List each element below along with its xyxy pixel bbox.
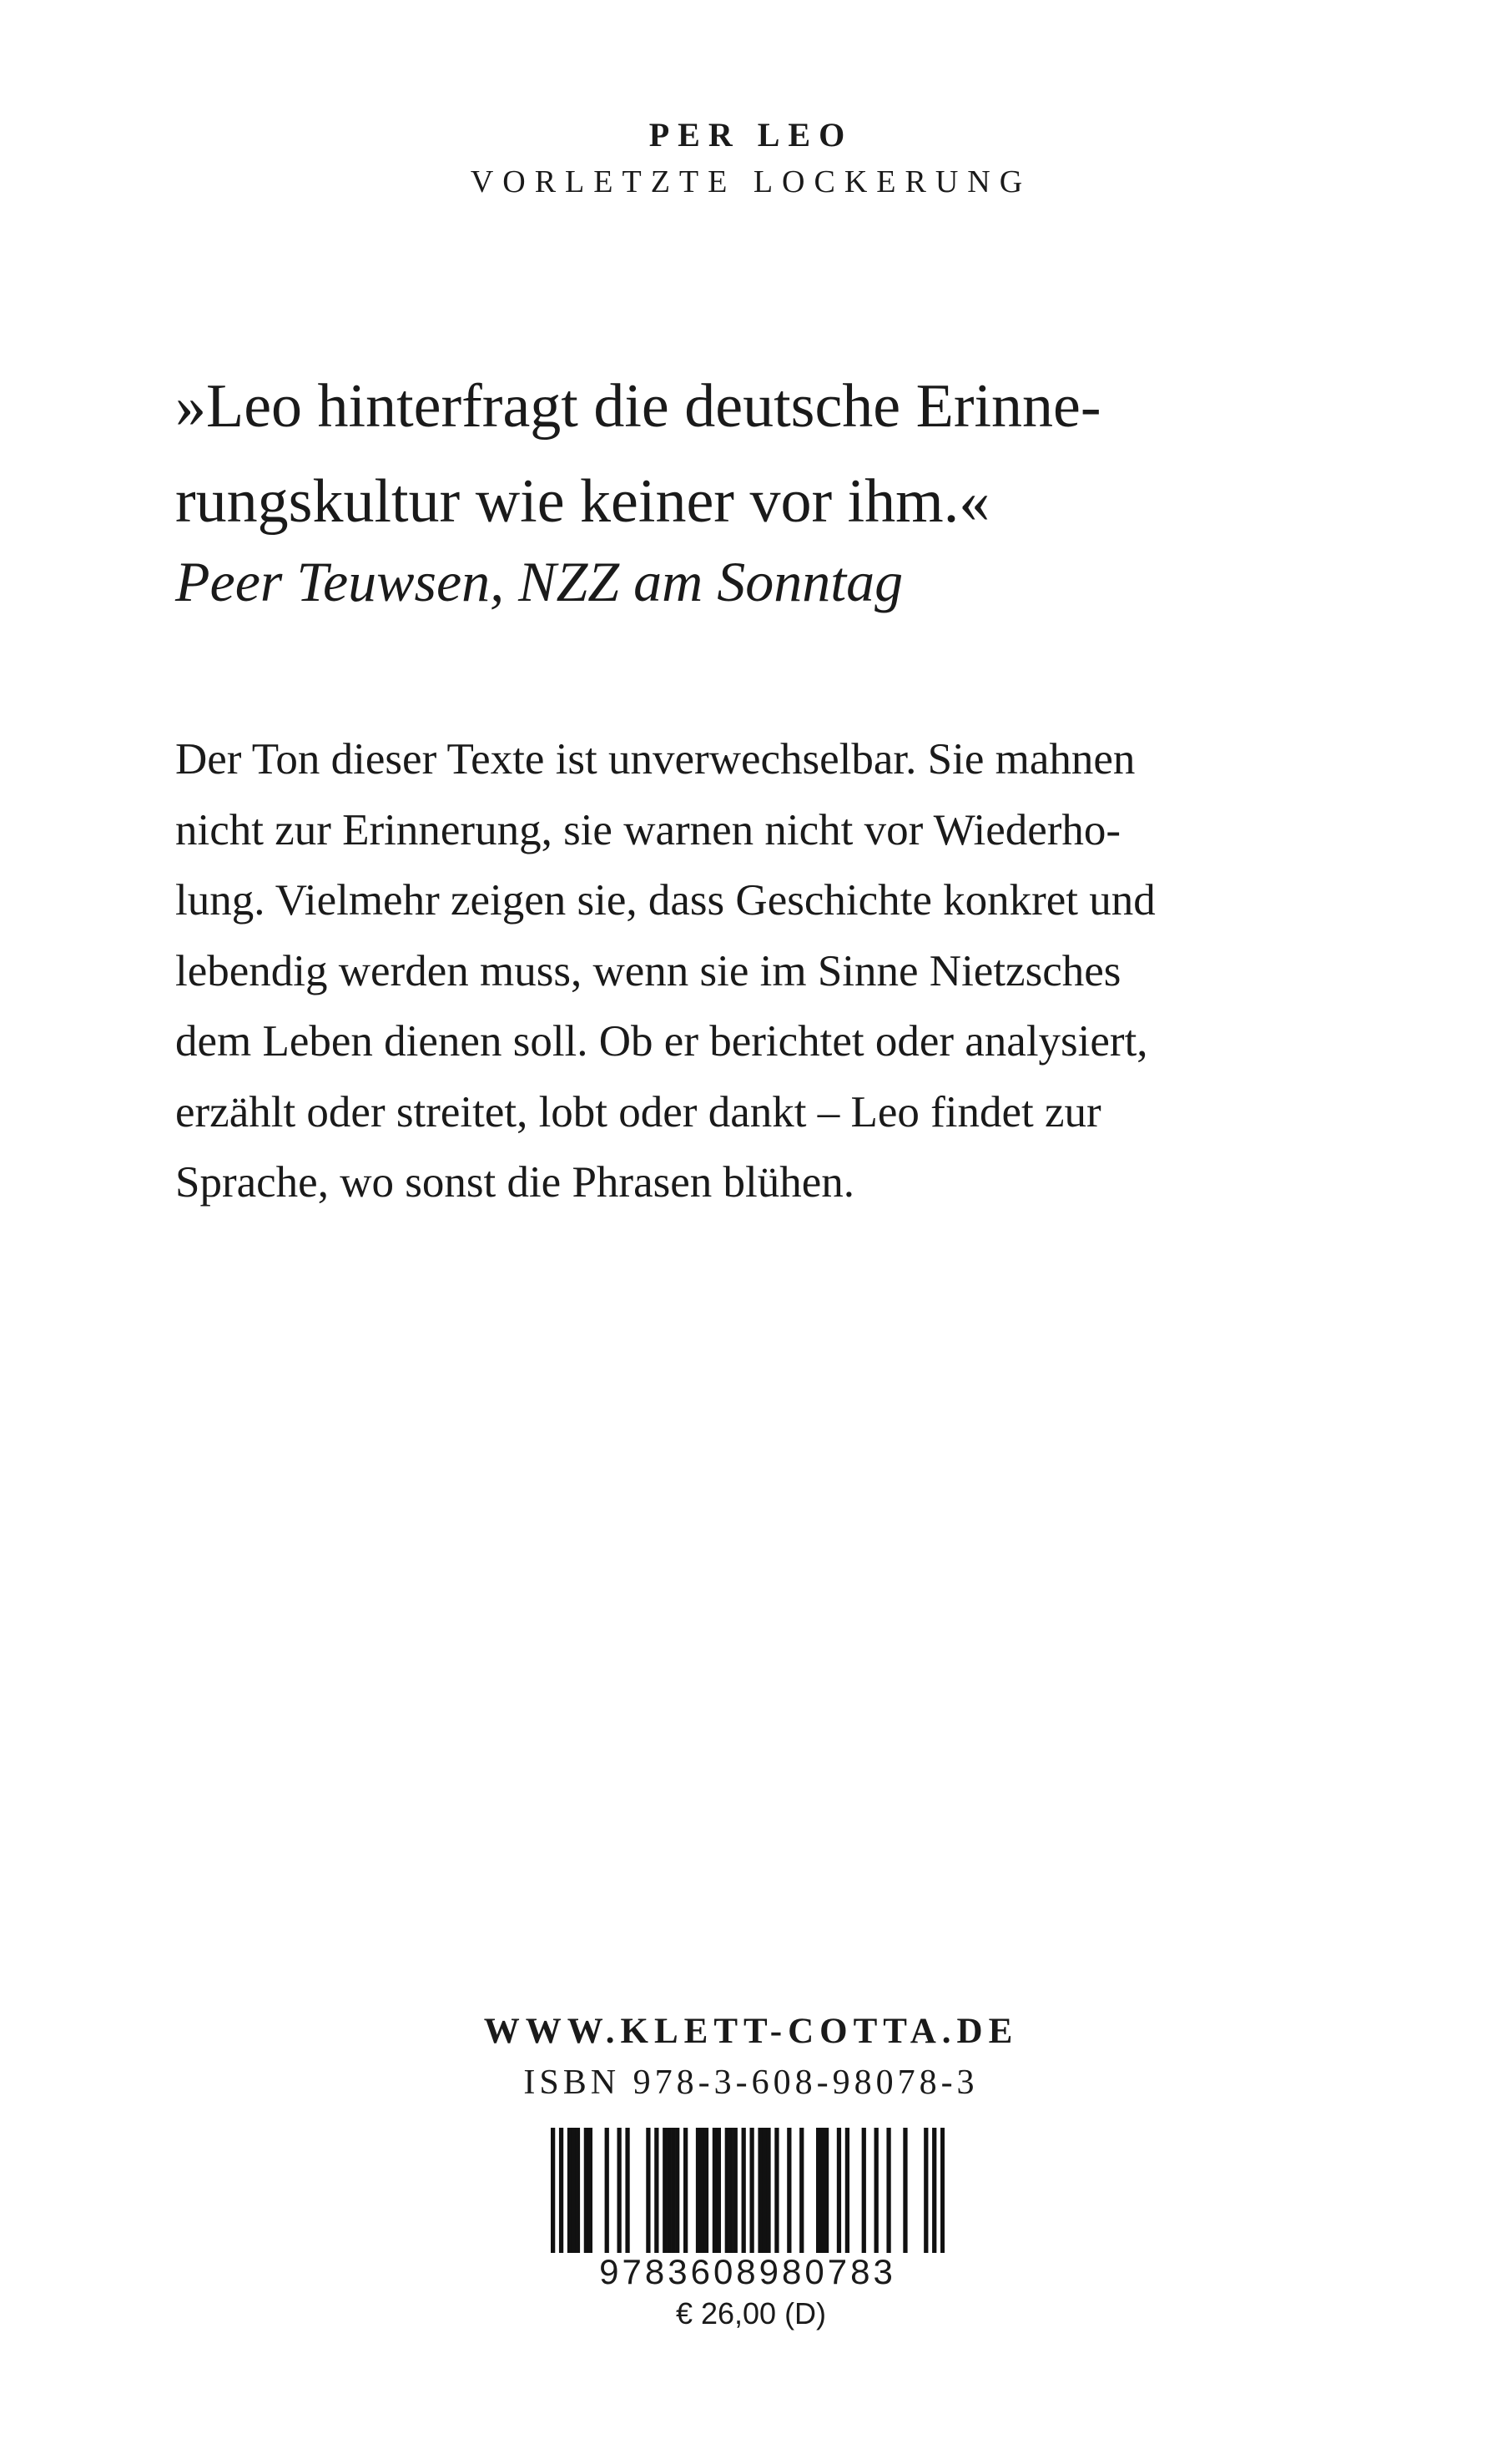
barcode-bar <box>559 2128 563 2274</box>
barcode-bar <box>671 2128 675 2253</box>
barcode-bar <box>837 2128 841 2253</box>
barcode-bar <box>940 2128 945 2274</box>
barcode-bar <box>766 2128 770 2253</box>
barcode-bar <box>667 2128 671 2253</box>
barcode-bar <box>576 2128 580 2253</box>
book-title: VORLETZTE LOCKERUNG <box>470 164 1032 199</box>
barcode-bar <box>605 2128 609 2253</box>
barcode-bar <box>820 2128 824 2253</box>
barcode-bar <box>816 2128 820 2253</box>
quote-line: »Leo hinterfragt die deutsche Erinne- <box>175 372 1101 441</box>
barcode-bar <box>799 2128 804 2253</box>
barcode-bar <box>584 2128 588 2253</box>
barcode-bar <box>713 2128 717 2253</box>
barcode-bar <box>762 2128 766 2253</box>
blurb-line: Sprache, wo sonst die Phrasen blühen. <box>175 1158 854 1207</box>
barcode-bar <box>725 2128 729 2253</box>
barcode-bar <box>663 2128 667 2253</box>
barcode-bar <box>733 2128 738 2253</box>
barcode-bar <box>824 2128 829 2253</box>
barcode-bar <box>704 2128 708 2253</box>
quote-line: rungskultur wie keiner vor ihm.« <box>175 467 990 536</box>
barcode-bar <box>862 2128 866 2253</box>
blurb-line: lung. Vielmehr zeigen sie, dass Geschichte konkret und <box>175 876 1156 925</box>
barcode-bar <box>567 2128 572 2253</box>
barcode-bar <box>886 2128 890 2253</box>
blurb-line: nicht zur Erinnerung, sie warnen nicht vor Wiederho- <box>175 805 1121 854</box>
barcode-bar <box>625 2128 629 2253</box>
blurb-line: dem Leben dienen soll. Ob er berichtet oder analysiert, <box>175 1017 1148 1066</box>
barcode-bar <box>675 2128 679 2253</box>
barcode-bar <box>729 2128 733 2253</box>
barcode-bar <box>924 2128 928 2253</box>
barcode-bar <box>617 2128 621 2253</box>
barcode-digits: 9783608980783 <box>551 2253 945 2291</box>
barcode-bar <box>774 2128 779 2253</box>
blurb-line: Der Ton dieser Texte ist unverwechselbar. Sie mahnen <box>175 735 1136 784</box>
price: € 26,00 (D) <box>675 2296 827 2330</box>
barcode-bar <box>588 2128 592 2253</box>
barcode-bar <box>700 2128 704 2253</box>
barcode-bar <box>696 2128 700 2253</box>
author-name: PER LEO <box>648 116 854 154</box>
barcode-bar <box>758 2128 762 2253</box>
barcode-bar <box>717 2128 721 2253</box>
blurb-line: erzählt oder streitet, lobt oder dankt – Leo findet zur <box>175 1087 1101 1136</box>
barcode-bar <box>903 2128 907 2253</box>
isbn-number: ISBN 978-3-608-98078-3 <box>523 2063 979 2102</box>
barcode-bar <box>683 2128 688 2253</box>
barcode-bar <box>845 2128 849 2253</box>
blurb-line: lebendig werden muss, wenn sie im Sinne Nietzsches <box>175 946 1121 995</box>
quote-source: Peer Teuwsen, NZZ am Sonntag <box>175 550 904 613</box>
barcode-bar <box>572 2128 576 2253</box>
barcode-bar <box>874 2128 879 2253</box>
barcode-bar <box>551 2128 555 2274</box>
barcode-bar <box>787 2128 791 2253</box>
blurb-text <box>175 724 1156 1218</box>
publisher-url: WWW.KLETT-COTTA.DE <box>483 2012 1019 2051</box>
barcode-bar <box>654 2128 658 2253</box>
barcode-bar <box>646 2128 650 2253</box>
barcode-bar <box>932 2128 936 2274</box>
review-quote <box>175 359 1101 549</box>
